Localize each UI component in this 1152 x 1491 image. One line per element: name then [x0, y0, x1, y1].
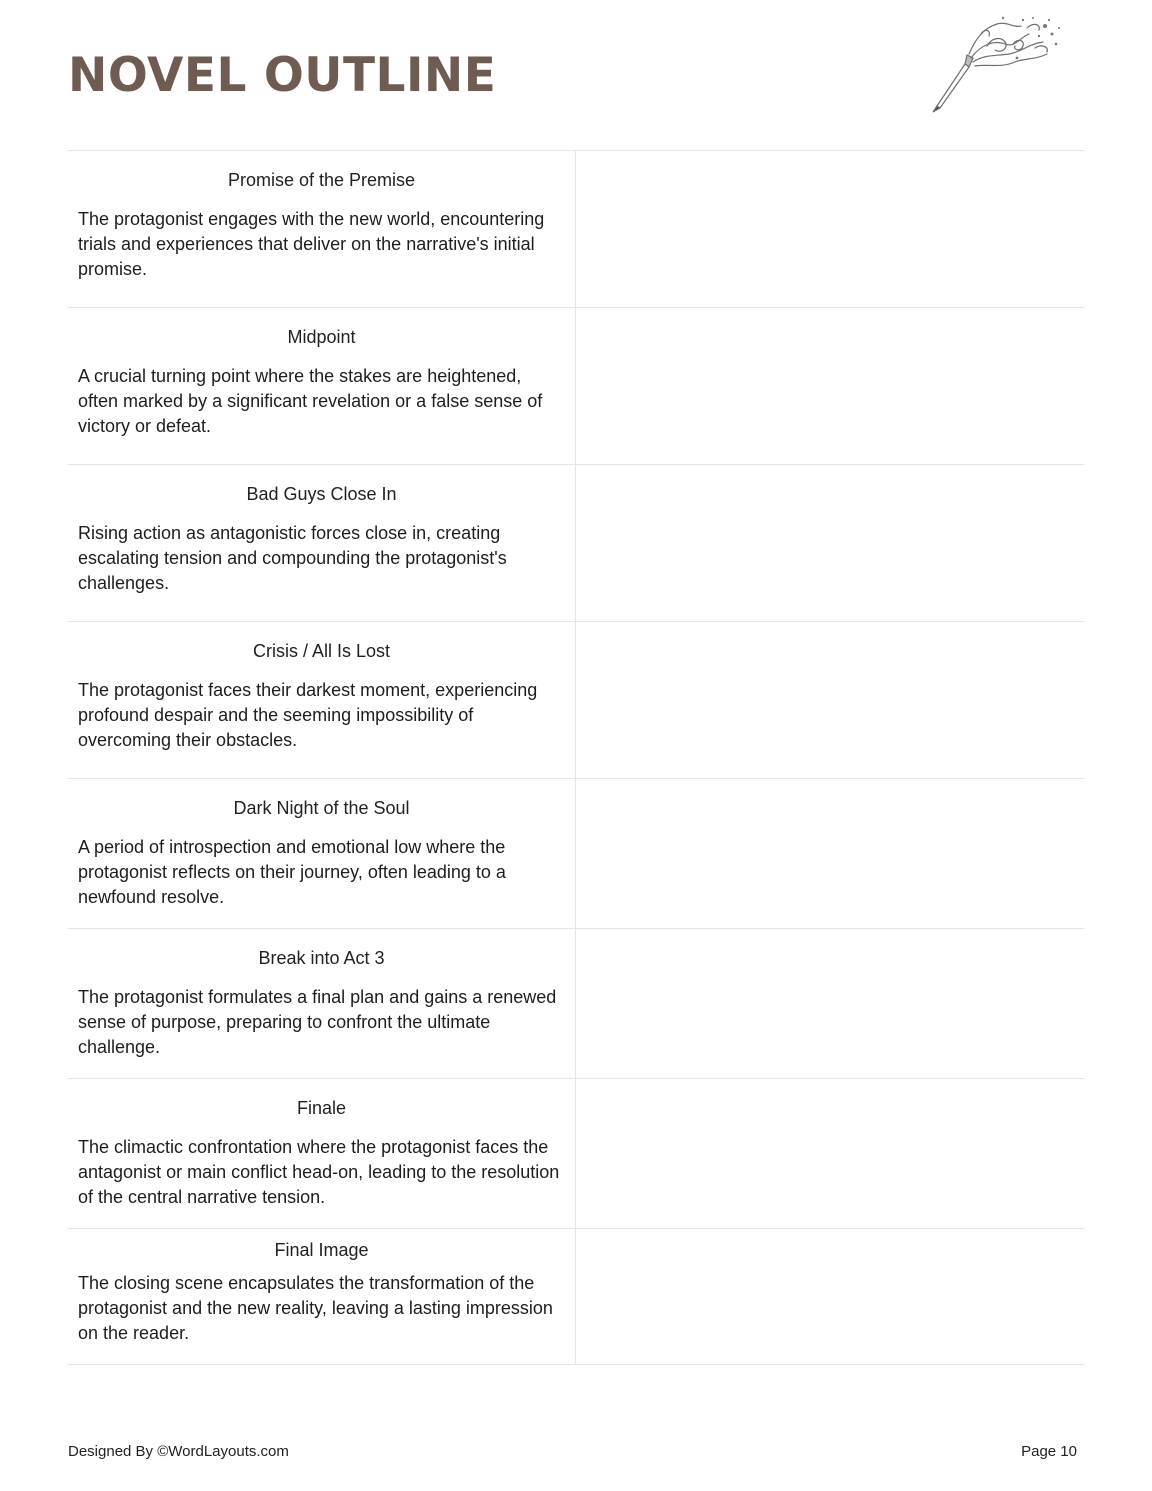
beat-cell — [68, 465, 576, 621]
beat-cell — [68, 1079, 576, 1228]
footer-credit: Designed By ©WordLayouts.com — [68, 1443, 289, 1460]
outline-row — [68, 929, 1084, 1079]
outline-row — [68, 622, 1084, 779]
notes-cell[interactable] — [576, 465, 1084, 621]
beat-title: Promise of the Premise — [227, 170, 416, 190]
beat-cell — [68, 622, 576, 778]
outline-row — [68, 308, 1084, 465]
beat-cell — [68, 779, 576, 928]
notes-cell[interactable] — [576, 929, 1084, 1078]
outline-row — [68, 1229, 1084, 1365]
beat-title: Midpoint — [287, 327, 356, 347]
beat-cell — [68, 151, 576, 307]
beat-description: The protagonist formulates a final plan and gains a renewed sense of purpose, preparing to confront the ultimate challenge. — [78, 987, 557, 1057]
outline-row — [68, 1079, 1084, 1229]
notes-cell[interactable] — [576, 779, 1084, 928]
beat-description: A period of introspection and emotional low where the protagonist reflects on their journey, often leading to a newfound resolve. — [78, 837, 506, 907]
beat-title: Final Image — [274, 1240, 369, 1260]
beat-cell — [68, 929, 576, 1078]
notes-cell[interactable] — [576, 1229, 1084, 1364]
outline-row — [68, 465, 1084, 622]
ink-pen-swirl-icon — [925, 14, 1065, 114]
outline-row — [68, 151, 1084, 308]
beat-description: A crucial turning point where the stakes are heightened, often marked by a significant revelation or a false sense of victory or defeat. — [78, 366, 543, 436]
notes-cell[interactable] — [576, 308, 1084, 464]
beat-title: Break into Act 3 — [258, 948, 385, 968]
beat-title: Dark Night of the Soul — [233, 798, 410, 818]
notes-cell[interactable] — [576, 151, 1084, 307]
beat-cell — [68, 1229, 576, 1364]
beat-description: The closing scene encapsulates the transformation of the protagonist and the new reality, leaving a lasting impression on the reader. — [78, 1273, 553, 1343]
beat-title: Bad Guys Close In — [246, 484, 397, 504]
notes-cell[interactable] — [576, 622, 1084, 778]
beat-description: The protagonist engages with the new world, encountering trials and experiences that deliver on the narrative's initial promise. — [78, 209, 545, 279]
beat-description: The climactic confrontation where the protagonist faces the antagonist or main conflict head-on, leading to the resolution of the central narrative tension. — [78, 1137, 560, 1207]
outline-table — [68, 150, 1084, 1365]
beat-title: Crisis / All Is Lost — [252, 641, 391, 661]
beat-cell — [68, 308, 576, 464]
notes-cell[interactable] — [576, 1079, 1084, 1228]
outline-row — [68, 779, 1084, 929]
beat-description: Rising action as antagonistic forces close in, creating escalating tension and compounding the protagonist's challenges. — [78, 523, 507, 593]
beat-title: Finale — [296, 1098, 347, 1118]
beat-description: The protagonist faces their darkest moment, experiencing profound despair and the seeming impossibility of overcoming their obstacles. — [78, 680, 538, 750]
page-number: Page 10 — [1021, 1443, 1077, 1460]
page-title: NOVEL OUTLINE — [68, 48, 497, 103]
